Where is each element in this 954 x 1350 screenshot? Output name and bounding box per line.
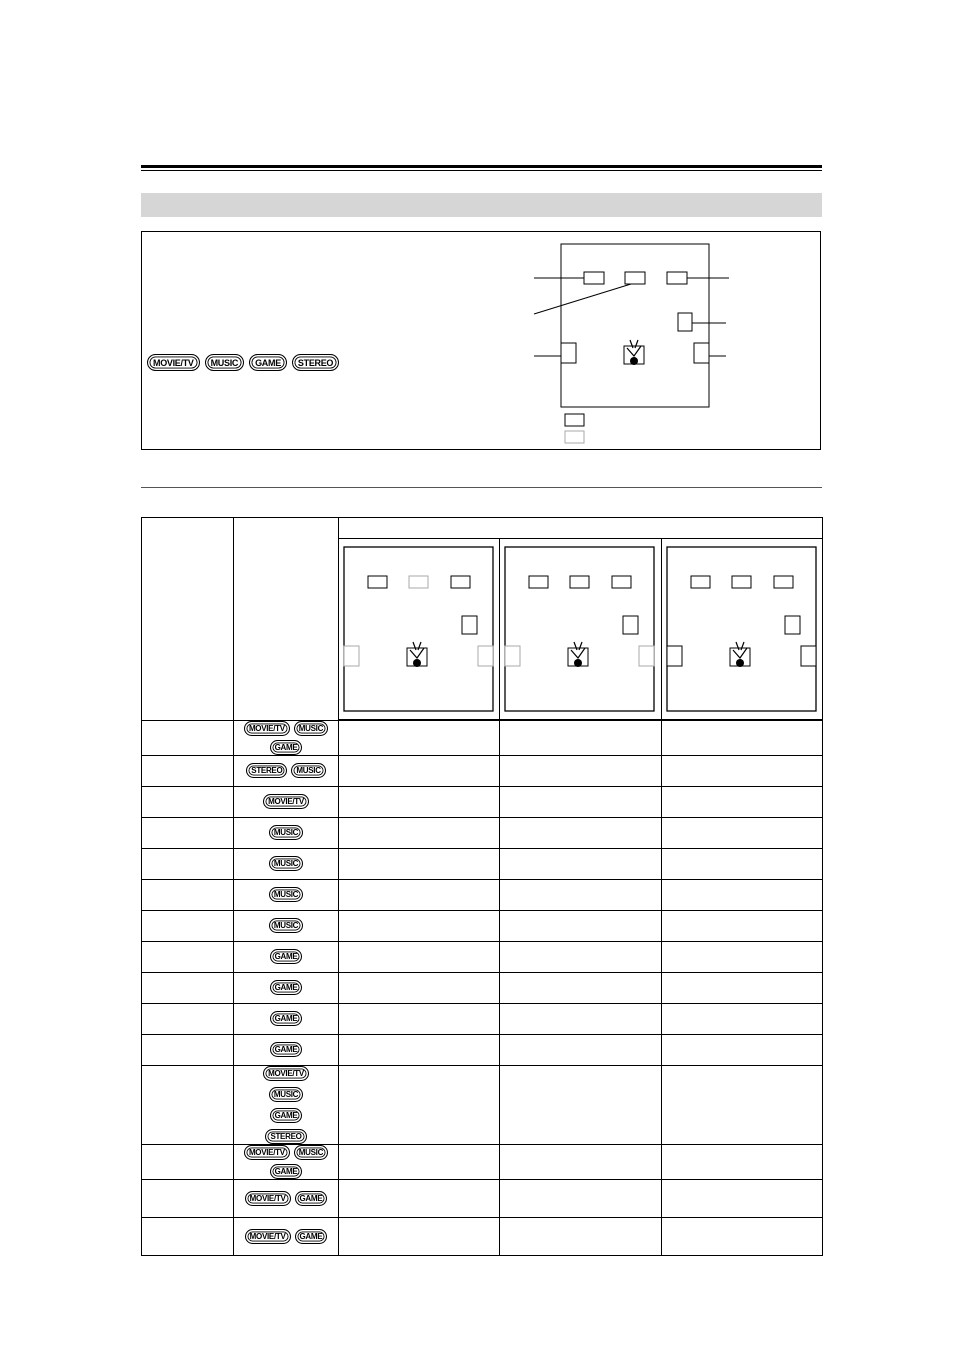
- button-group: [234, 887, 338, 902]
- table-row: [142, 910, 823, 941]
- speaker-layout-diagram-2: [500, 539, 662, 719]
- callout-line: [534, 284, 631, 314]
- button-cell: [234, 786, 339, 817]
- surround-left-speaker: [667, 646, 682, 666]
- surround-left-speaker: [344, 646, 359, 666]
- inactive-speaker-key: [565, 431, 584, 443]
- layout-2-cell: [500, 1144, 662, 1179]
- layout-2-cell: [500, 755, 662, 786]
- subwoofer: [623, 616, 638, 634]
- layout-1-cell: [339, 1179, 500, 1217]
- layout-3-cell: [662, 910, 823, 941]
- table-row: [142, 1179, 823, 1217]
- mode-name-cell: [142, 1179, 234, 1217]
- layout-1-cell: [339, 972, 500, 1003]
- movie-tv-button[interactable]: MOVIE/TV: [244, 1145, 290, 1160]
- layout-3-cell: [662, 972, 823, 1003]
- layout-1-cell: [339, 720, 500, 755]
- front-right-speaker: [774, 576, 793, 588]
- surround-left-speaker: [561, 343, 576, 363]
- button-cell: [234, 972, 339, 1003]
- front-right-speaker: [612, 576, 631, 588]
- music-button[interactable]: MUSIC: [269, 825, 303, 840]
- table-row: [142, 1003, 823, 1034]
- layout-1-cell: [339, 817, 500, 848]
- mode-name-cell: [142, 1003, 234, 1034]
- movie-tv-button[interactable]: MOVIE/TV: [245, 1229, 291, 1244]
- front-left-speaker: [584, 272, 604, 284]
- layout-1-cell: [339, 941, 500, 972]
- layout-3-cell: [662, 720, 823, 755]
- layout-1-cell: [339, 848, 500, 879]
- layout-2-cell: [500, 972, 662, 1003]
- button-cell: [234, 1179, 339, 1217]
- layout-3-cell: [662, 1144, 823, 1179]
- subwoofer: [678, 313, 692, 331]
- game-button[interactable]: GAME: [295, 1229, 328, 1244]
- game-button[interactable]: GAME: [249, 354, 287, 371]
- mode-name-cell: [142, 1065, 234, 1144]
- mode-name-cell: [142, 941, 234, 972]
- button-group: [234, 794, 338, 809]
- button-column-header: [234, 518, 339, 721]
- table-row: [142, 720, 823, 755]
- layout-2-cell: [500, 941, 662, 972]
- layout-2-cell: [500, 1065, 662, 1144]
- layout-2-cell: [500, 1179, 662, 1217]
- button-cell: [234, 755, 339, 786]
- layout-1-cell: [339, 1144, 500, 1179]
- surround-left-speaker: [505, 646, 520, 666]
- layout-3-cell: [662, 1003, 823, 1034]
- mode-name-cell: [142, 910, 234, 941]
- button-cell: [234, 941, 339, 972]
- mode-name-cell: [142, 786, 234, 817]
- game-button[interactable]: GAME: [270, 740, 303, 755]
- game-button[interactable]: GAME: [270, 1108, 303, 1123]
- layout-2-cell: [500, 1217, 662, 1255]
- game-button[interactable]: GAME: [270, 949, 303, 964]
- table-row: [142, 786, 823, 817]
- movie-tv-button[interactable]: MOVIE/TV: [147, 354, 200, 371]
- listener-icon: [624, 340, 644, 365]
- music-button[interactable]: MUSIC: [205, 354, 245, 371]
- button-cell: [234, 817, 339, 848]
- layout-1-cell: [339, 755, 500, 786]
- mode-name-cell: [142, 817, 234, 848]
- table-row: [142, 817, 823, 848]
- music-button[interactable]: MUSIC: [294, 1145, 328, 1160]
- music-button[interactable]: MUSIC: [269, 856, 303, 871]
- layout-2-cell: [500, 879, 662, 910]
- layout-cell-3: [662, 539, 823, 721]
- table-row: [142, 1034, 823, 1065]
- button-cell: [234, 848, 339, 879]
- mode-name-cell: [142, 1217, 234, 1255]
- front-right-speaker: [667, 272, 687, 284]
- movie-tv-button[interactable]: MOVIE/TV: [263, 1066, 309, 1081]
- front-left-speaker: [529, 576, 548, 588]
- table-row: [142, 755, 823, 786]
- section-divider: [141, 487, 822, 488]
- active-speaker-key: [565, 414, 584, 426]
- button-group: [234, 980, 338, 995]
- button-group: [234, 1042, 338, 1057]
- layout-1-cell: [339, 786, 500, 817]
- music-button[interactable]: MUSIC: [269, 887, 303, 902]
- surround-right-speaker: [801, 646, 816, 666]
- surround-right-speaker: [639, 646, 654, 666]
- table-row: [142, 941, 823, 972]
- layout-1-cell: [339, 879, 500, 910]
- mode-name-cell: [142, 848, 234, 879]
- layout-2-cell: [500, 1003, 662, 1034]
- music-button[interactable]: MUSIC: [291, 763, 325, 778]
- mode-name-cell: [142, 879, 234, 910]
- front-left-speaker: [368, 576, 387, 588]
- layout-1-cell: [339, 1065, 500, 1144]
- layout-3-cell: [662, 786, 823, 817]
- mode-name-cell: [142, 972, 234, 1003]
- top-rule-thin: [141, 170, 822, 171]
- stereo-button[interactable]: STEREO: [292, 354, 339, 371]
- layout-cell-1: [339, 539, 500, 721]
- button-group: [234, 825, 338, 840]
- game-button[interactable]: GAME: [270, 1164, 303, 1179]
- legend-button-row: [147, 354, 339, 371]
- table-row: [142, 848, 823, 879]
- layout-1-cell: [339, 1034, 500, 1065]
- button-group: [234, 763, 338, 778]
- listener-icon: [407, 642, 427, 667]
- center-speaker: [570, 576, 589, 588]
- button-group: [234, 1191, 338, 1206]
- layout-1-cell: [339, 910, 500, 941]
- mode-name-cell: [142, 755, 234, 786]
- game-button[interactable]: GAME: [270, 980, 303, 995]
- layout-1-cell: [339, 1003, 500, 1034]
- layout-3-cell: [662, 1034, 823, 1065]
- surround-right-speaker: [694, 343, 709, 363]
- center-speaker: [625, 272, 645, 284]
- listener-icon: [730, 642, 750, 667]
- speaker-layout-legend-diagram: [530, 240, 740, 445]
- stereo-button[interactable]: STEREO: [246, 763, 287, 778]
- button-group: [234, 1011, 338, 1026]
- layout-cell-2: [500, 539, 662, 721]
- button-group: [234, 856, 338, 871]
- layout-3-cell: [662, 755, 823, 786]
- speaker-layout-diagram-3: [662, 539, 823, 719]
- layout-2-cell: [500, 1034, 662, 1065]
- button-cell: [234, 1034, 339, 1065]
- music-button[interactable]: MUSIC: [269, 918, 303, 933]
- music-button[interactable]: MUSIC: [294, 721, 328, 736]
- speaker-layout-header: [339, 518, 823, 539]
- button-cell: [234, 1003, 339, 1034]
- table-row: [142, 972, 823, 1003]
- mode-name-cell: [142, 720, 234, 755]
- button-group: [234, 721, 338, 755]
- button-cell: [234, 720, 339, 755]
- layout-2-cell: [500, 848, 662, 879]
- button-group: [234, 918, 338, 933]
- center-speaker: [409, 576, 428, 588]
- section-heading-bar: [141, 193, 822, 217]
- layout-3-cell: [662, 879, 823, 910]
- button-group: [234, 1145, 338, 1179]
- mode-name-cell: [142, 1144, 234, 1179]
- layout-3-cell: [662, 941, 823, 972]
- listening-mode-table: [141, 517, 823, 1256]
- stereo-button[interactable]: STEREO: [265, 1129, 306, 1144]
- subwoofer: [462, 616, 477, 634]
- speaker-layout-diagram-1: [339, 539, 500, 719]
- button-cell: [234, 910, 339, 941]
- table-row: [142, 879, 823, 910]
- button-group: [234, 949, 338, 964]
- surround-right-speaker: [478, 646, 493, 666]
- layout-3-cell: [662, 1065, 823, 1144]
- game-button[interactable]: GAME: [270, 1042, 303, 1057]
- table-row: [142, 1065, 823, 1144]
- layout-3-cell: [662, 817, 823, 848]
- layout-1-cell: [339, 1217, 500, 1255]
- center-speaker: [732, 576, 751, 588]
- game-button[interactable]: GAME: [270, 1011, 303, 1026]
- button-cell: [234, 1144, 339, 1179]
- button-cell: [234, 1065, 339, 1144]
- top-rule: [141, 165, 822, 168]
- layout-2-cell: [500, 720, 662, 755]
- table-row: [142, 1144, 823, 1179]
- button-group: [234, 1229, 338, 1244]
- layout-3-cell: [662, 1179, 823, 1217]
- movie-tv-button[interactable]: MOVIE/TV: [263, 794, 309, 809]
- table-row: [142, 1217, 823, 1255]
- button-cell: [234, 879, 339, 910]
- layout-2-cell: [500, 910, 662, 941]
- layout-3-cell: [662, 1217, 823, 1255]
- game-button[interactable]: GAME: [295, 1191, 328, 1206]
- layout-2-cell: [500, 817, 662, 848]
- subwoofer: [785, 616, 800, 634]
- movie-tv-button[interactable]: MOVIE/TV: [244, 721, 290, 736]
- button-cell: [234, 1217, 339, 1255]
- mode-column-header: [142, 518, 234, 721]
- button-group: [251, 1066, 321, 1144]
- layout-2-cell: [500, 786, 662, 817]
- front-right-speaker: [451, 576, 470, 588]
- movie-tv-button[interactable]: MOVIE/TV: [245, 1191, 291, 1206]
- front-left-speaker: [691, 576, 710, 588]
- mode-name-cell: [142, 1034, 234, 1065]
- music-button[interactable]: MUSIC: [269, 1087, 303, 1102]
- listener-icon: [568, 642, 588, 667]
- layout-3-cell: [662, 848, 823, 879]
